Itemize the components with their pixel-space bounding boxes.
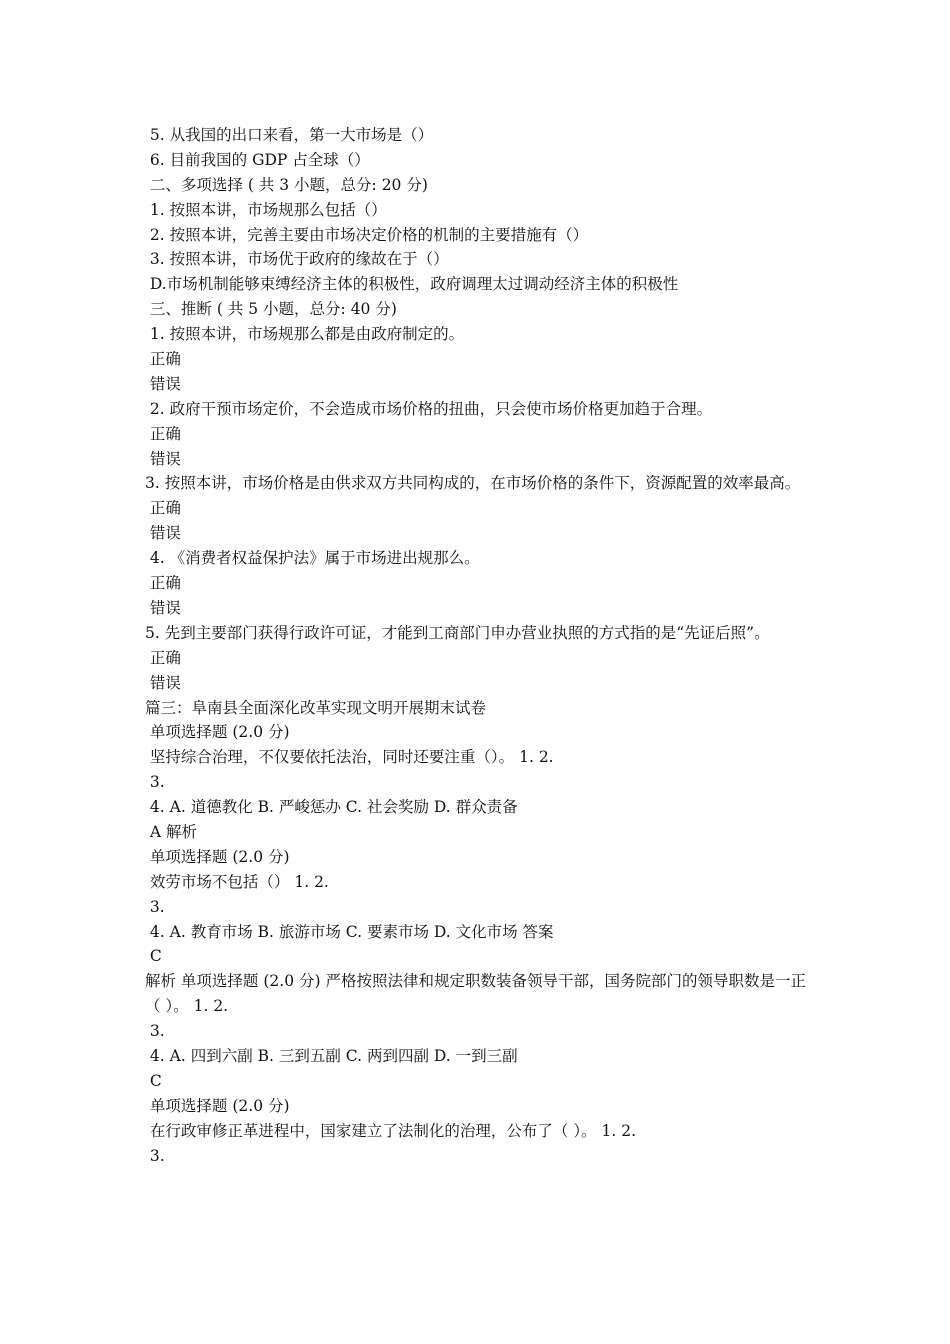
answer-line: C [145, 947, 162, 966]
answer-option: 错误 [145, 598, 181, 617]
answer-option: 错误 [145, 673, 181, 692]
option-line: 4. A. 道德教化 B. 严峻惩办 C. 社会奖励 D. 群众责备 [145, 798, 518, 817]
question-line: 3. 按照本讲，市场优于政府的缘故在于（） [145, 250, 449, 269]
question-line: 在行政审修正革进程中，国家建立了法制化的治理，公布了（ ）。 1. 2. [145, 1121, 637, 1140]
question-line: 1. 按照本讲，市场规那么都是由政府制定的。 [145, 325, 465, 344]
question-line: 3. 按照本讲，市场价格是由供求双方共同构成的，在市场价格的条件下，资源配置的效率最高。 [145, 474, 801, 493]
document-body [145, 123, 815, 1168]
option-line: 4. A. 四到六副 B. 三到五副 C. 两到四副 D. 一到三副 [145, 1047, 518, 1066]
question-line: 1. 按照本讲，市场规那么包括（） [145, 200, 387, 219]
question-line: 5. 从我国的出口来看，第一大市场是（） [145, 126, 434, 144]
question-line: 坚持综合治理，不仅要依托法治，同时还要注重（）。 1. 2. [145, 748, 554, 767]
question-line: 6. 目前我国的 GDP 占全球（） [145, 150, 370, 169]
option-line: 3. [145, 1146, 165, 1165]
question-line: 2. 政府干预市场定价，不会造成市场价格的扭曲，只会使市场价格更加趋于合理。 [145, 399, 713, 418]
answer-option: 错误 [145, 449, 181, 468]
option-line: 4. A. 教育市场 B. 旅游市场 C. 要素市场 D. 文化市场 答案 [145, 922, 554, 941]
answer-option: 错误 [145, 374, 181, 393]
question-type: 单项选择题 (2.0 分) [145, 1096, 290, 1115]
question-line: 4. 《消费者权益保护法》属于市场进出规那么。 [145, 549, 480, 568]
answer-option: 正确 [145, 648, 181, 667]
section-heading: 二、多项选择 ( 共 3 小题，总分: 20 分) [145, 175, 428, 194]
question-type: 单项选择题 (2.0 分) [145, 847, 290, 866]
question-line: 2. 按照本讲，完善主要由市场决定价格的机制的主要措施有（） [145, 225, 589, 244]
option-line: 3. [145, 773, 165, 792]
question-line: 效劳市场不包括（） 1. 2. [145, 872, 329, 891]
question-line: 5. 先到主要部门获得行政许可证，才能到工商部门申办营业执照的方式指的是“先证后照”。 [145, 623, 770, 642]
answer-option: 错误 [145, 524, 181, 543]
answer-line: C [145, 1071, 162, 1090]
question-type: 单项选择题 (2.0 分) [145, 723, 290, 742]
section-heading: 篇三：阜南县全面深化改革实现文明开展期末试卷 [145, 698, 487, 717]
section-heading: 三、推断 ( 共 5 小题，总分: 40 分) [145, 300, 397, 319]
answer-option: 正确 [145, 424, 181, 443]
question-line: 解析 单项选择题 (2.0 分) 严格按照法律和规定职数装备领导干部，国务院部门的领导职数是一正（ ）。 1. 2. [145, 972, 806, 1016]
answer-option: 正确 [145, 574, 181, 593]
answer-option: 正确 [145, 499, 181, 518]
option-line: 3. [145, 897, 165, 916]
option-line: 3. [145, 1022, 165, 1041]
option-line: D.市场机制能够束缚经济主体的积极性，政府调理太过调动经济主体的积极性 [145, 275, 679, 294]
answer-line: A 解析 [145, 822, 198, 841]
answer-option: 正确 [145, 350, 181, 369]
